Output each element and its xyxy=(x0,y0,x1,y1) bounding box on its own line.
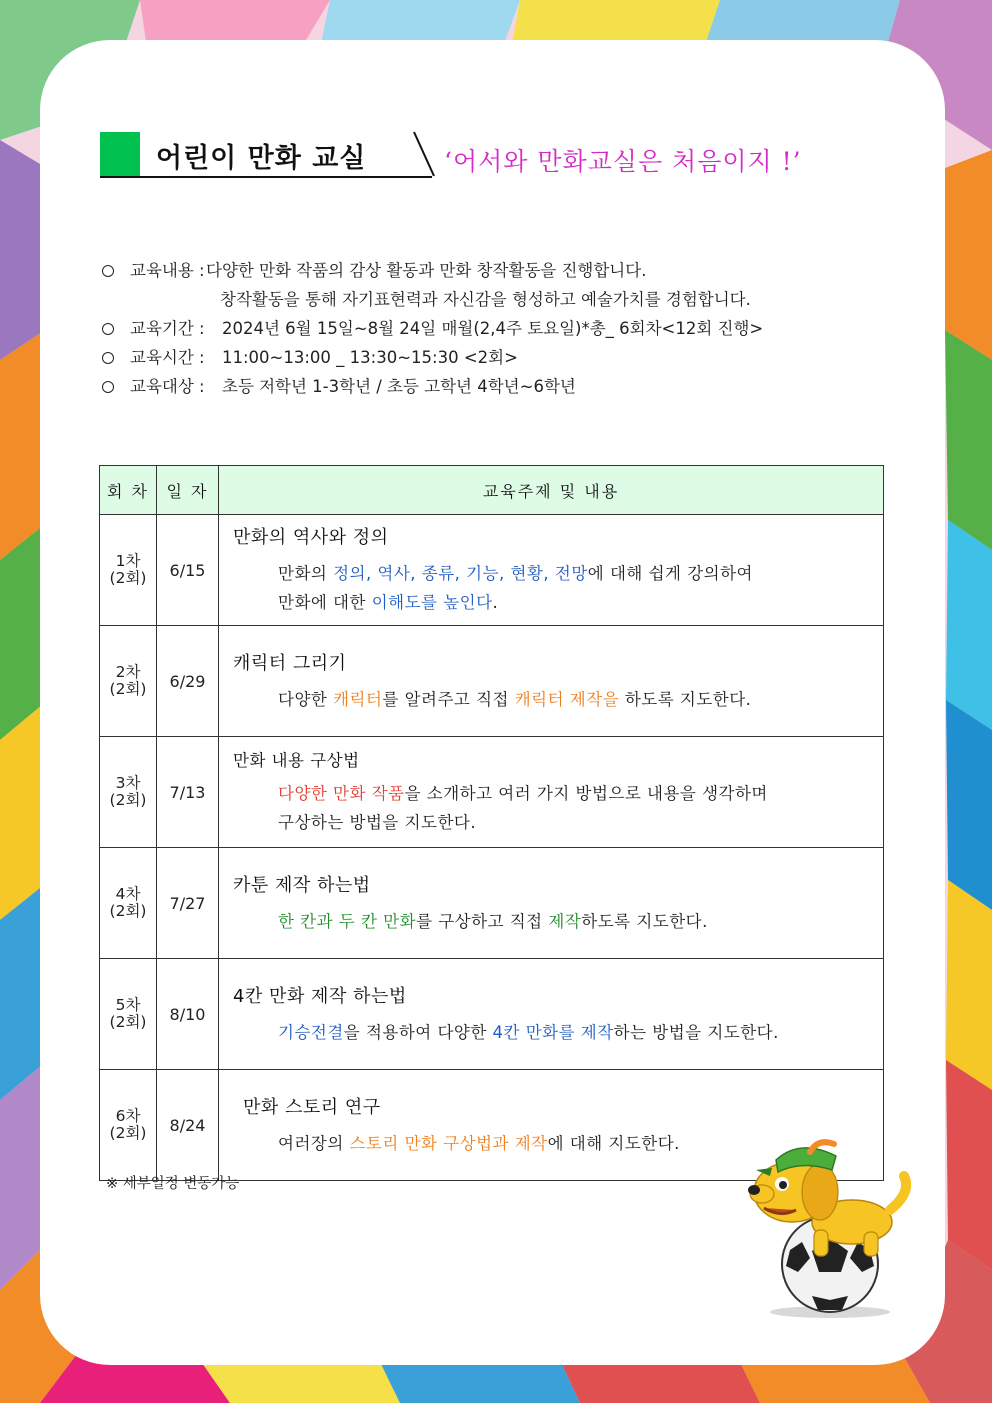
round-number: 1차 xyxy=(115,552,141,570)
desc-text: 만화의 xyxy=(278,564,334,583)
round-count: (2회) xyxy=(109,1124,147,1142)
session-topic: 캐릭터 그리기 xyxy=(233,652,347,674)
dog-mascot-icon xyxy=(740,1130,920,1320)
desc-text: 에 대해 쉽게 강의하여 xyxy=(587,564,753,583)
date-cell: 8/24 xyxy=(157,1070,219,1181)
desc-text: . xyxy=(492,593,499,612)
round-number: 5차 xyxy=(115,996,141,1014)
desc-highlight: 다양한 만화 작품 xyxy=(278,784,405,803)
round-cell xyxy=(100,626,157,737)
session-description xyxy=(233,1018,883,1047)
session-description xyxy=(233,907,883,936)
round-number: 6차 xyxy=(115,1107,141,1125)
desc-text: 하도록 지도한다. xyxy=(619,689,752,709)
session-topic: 4칸 만화 제작 하는법 xyxy=(233,985,407,1007)
schedule-note: ※ 세부일정 변동가능 xyxy=(106,1176,240,1192)
desc-text: 를 구상하고 직접 xyxy=(416,911,549,931)
round-cell xyxy=(100,737,157,848)
circle-bullet-icon xyxy=(102,352,114,364)
desc-text: 구상하는 방법을 지도한다. xyxy=(278,813,477,832)
title-block xyxy=(100,132,900,180)
content-cell xyxy=(219,626,884,737)
desc-text: 여러장의 xyxy=(278,1133,350,1153)
info-label: 교육내용 : xyxy=(130,261,205,280)
desc-highlight: 4칸 만화를 제작 xyxy=(492,1022,614,1042)
session-topic: 만화 내용 구상법 xyxy=(233,751,360,770)
info-label: 교육기간 : xyxy=(130,319,205,338)
info-value: 초등 저학년 1-3학년 / 초등 고학년 4학년~6학년 xyxy=(222,377,576,396)
round-count: (2회) xyxy=(109,1013,147,1031)
desc-text: 을 적용하여 다양한 xyxy=(343,1022,493,1042)
page-subtitle: ‘어서와 만화교실은 처음이지 !’ xyxy=(444,147,802,176)
desc-text: 을 소개하고 여러 가지 방법으로 내용을 생각하며 xyxy=(404,784,768,803)
circle-bullet-icon xyxy=(102,265,114,277)
round-cell xyxy=(100,1070,157,1181)
schedule-table xyxy=(99,465,884,1181)
round-number: 4차 xyxy=(115,885,141,903)
title-accent-square xyxy=(100,132,140,176)
content-cell xyxy=(219,515,884,626)
table-row xyxy=(100,737,884,848)
info-value: 다양한 만화 작품의 감상 활동과 만화 창작활동을 진행합니다. xyxy=(206,261,647,280)
content-cell xyxy=(219,959,884,1070)
desc-highlight: 캐릭터 xyxy=(333,689,383,709)
session-topic: 만화의 역사와 정의 xyxy=(233,527,389,548)
desc-text: 를 알려주고 직접 xyxy=(382,689,515,709)
table-row xyxy=(100,848,884,959)
desc-highlight: 기승전결 xyxy=(278,1022,344,1042)
round-count: (2회) xyxy=(109,680,147,698)
date-cell: 7/27 xyxy=(157,848,219,959)
desc-text: 에 대해 지도한다. xyxy=(547,1133,680,1153)
date-cell: 6/29 xyxy=(157,626,219,737)
round-number: 3차 xyxy=(115,774,141,792)
desc-text: 만화에 대한 xyxy=(278,593,372,612)
desc-highlight: 한 칸과 두 칸 만화 xyxy=(278,911,417,931)
session-description xyxy=(233,559,883,617)
circle-bullet-icon xyxy=(102,323,114,335)
date-cell: 8/10 xyxy=(157,959,219,1070)
table-row xyxy=(100,626,884,737)
table-row xyxy=(100,959,884,1070)
session-description xyxy=(233,779,883,837)
desc-highlight: 캐릭터 제작을 xyxy=(514,689,620,709)
round-cell xyxy=(100,848,157,959)
session-topic: 만화 스토리 연구 xyxy=(243,1096,381,1118)
table-row xyxy=(100,515,884,626)
info-value: 2024년 6월 15일~8월 24일 매월(2,4주 토요일)*총_ 6회차<12회 진행> xyxy=(222,319,764,338)
desc-highlight: 정의, 역사, 종류, 기능, 현황, 전망 xyxy=(333,564,588,583)
desc-highlight: 이해도를 높인다 xyxy=(371,593,493,612)
date-cell: 6/15 xyxy=(157,515,219,626)
session-topic: 카툰 제작 하는법 xyxy=(233,874,371,896)
info-label: 교육시간 : xyxy=(130,348,205,367)
round-count: (2회) xyxy=(109,791,147,809)
desc-text: 하도록 지도한다. xyxy=(581,911,708,931)
page-title: 어린이 만화 교실 xyxy=(156,143,367,174)
date-cell: 7/13 xyxy=(157,737,219,848)
table-header-row xyxy=(100,466,884,515)
info-label: 교육대상 : xyxy=(130,377,205,396)
header-round: 회 차 xyxy=(100,466,157,515)
round-number: 2차 xyxy=(115,663,141,681)
circle-bullet-icon xyxy=(102,381,114,393)
info-value: 창작활동을 통해 자기표현력과 자신감을 형성하고 예술가치를 경험합니다. xyxy=(220,290,751,309)
desc-text: 하는 방법을 지도한다. xyxy=(613,1022,779,1042)
header-content: 교육주제 및 내용 xyxy=(219,466,884,515)
round-count: (2회) xyxy=(109,902,147,920)
content-cell xyxy=(219,848,884,959)
header-date: 일 자 xyxy=(157,466,219,515)
title-underline xyxy=(100,176,432,178)
content-cell xyxy=(219,737,884,848)
session-description xyxy=(233,685,883,714)
info-value: 11:00~13:00 _ 13:30~15:30 <2회> xyxy=(222,348,518,367)
desc-highlight: 제작 xyxy=(548,911,582,931)
round-cell xyxy=(100,515,157,626)
desc-highlight: 스토리 만화 구상법과 제작 xyxy=(349,1133,548,1153)
round-cell xyxy=(100,959,157,1070)
round-count: (2회) xyxy=(109,569,147,587)
desc-text: 다양한 xyxy=(278,689,334,709)
